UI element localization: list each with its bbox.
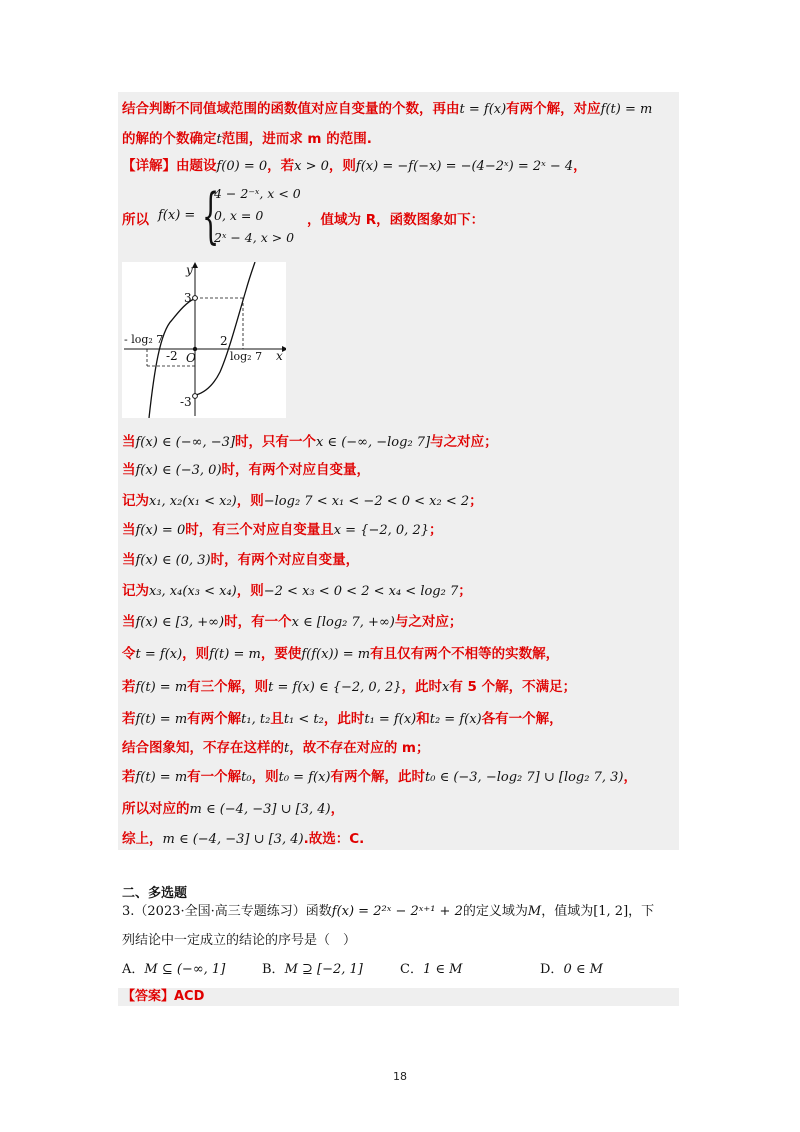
- case-2: 0, x = 0: [214, 208, 264, 223]
- tick-neg3: -3: [180, 395, 192, 409]
- page-number: 18: [393, 1070, 407, 1083]
- point-origin: [193, 347, 197, 351]
- solution-line-10: 记为x₃, x₄(x₃ < x₄)，则−2 < x₃ < 0 < 2 < x₄ < log₂ 7；: [122, 583, 472, 599]
- solution-line-8: 当f(x) = 0时，有三个对应自变量且x = {−2, 0, 2}；: [122, 522, 443, 538]
- tick-neglog27: - log₂ 7: [124, 333, 164, 346]
- option-b[interactable]: B．M ⊇ [−2, 1]: [262, 962, 363, 977]
- y-axis-label: y: [186, 263, 193, 277]
- solution-line-12: 令t = f(x)，则f(t) = m，要使f(f(x)) = m有且仅有两个不相等的实数解，: [122, 646, 560, 662]
- tick-log27: log₂ 7: [230, 350, 263, 363]
- solution-line-18: 综上，m ∈ (−4, −3] ∪ [3, 4).故选：C.: [122, 831, 365, 847]
- open-point-3: [193, 296, 198, 301]
- solution-line-15: 结合图象知，不存在这样的t，故不存在对应的 m；: [122, 740, 430, 756]
- tick-neg2: -2: [166, 349, 178, 363]
- case-1: 4 − 2⁻ˣ, x < 0: [214, 186, 301, 201]
- option-d[interactable]: D．0 ∈ M: [540, 962, 603, 977]
- solution-line-7: 记为x₁, x₂(x₁ < x₂)，则−log₂ 7 < x₁ < −2 < 0 < x₂ < 2；: [122, 493, 483, 509]
- origin-label: O: [186, 351, 196, 365]
- solution-line-11: 当f(x) ∈ [3, +∞)时，有一个x ∈ [log₂ 7, +∞)与之对应；: [122, 614, 463, 630]
- option-c[interactable]: C．1 ∈ M: [400, 962, 463, 977]
- solution-line-14: 若f(t) = m有两个解t₁, t₂且t₁ < t₂，此时t₁ = f(x)和t₂ = f(x)各有一个解，: [122, 711, 563, 727]
- answer-text: 【答案】ACD: [122, 989, 205, 1004]
- solution-line-13: 若f(t) = m有三个解，则t = f(x) ∈ {−2, 0, 2}，此时x有 5 个解，不满足；: [122, 679, 577, 695]
- curve-right: [196, 262, 255, 395]
- solution-line-1: 结合判断不同值域范围的函数值对应自变量的个数，再由t = f(x)有两个解，对应f(t) = m: [122, 101, 653, 117]
- section-title: 二、多选题: [122, 886, 188, 901]
- solution-line-17: 所以对应的m ∈ (−4, −3] ∪ [3, 4)，: [122, 801, 345, 817]
- question-line-1: 3.（2023·全国·高三专题练习）函数f(x) = 2²ˣ − 2ˣ⁺¹ + 2的定义域为M，值域为[1, 2]，下: [122, 904, 655, 919]
- tick-2: 2: [220, 334, 228, 348]
- case-3: 2ˣ − 4, x > 0: [214, 230, 295, 245]
- solution-line-5: 当f(x) ∈ (−∞, −3]时，只有一个x ∈ (−∞, −log₂ 7]与之对应；: [122, 434, 498, 450]
- x-axis-label: x: [276, 349, 283, 363]
- option-a[interactable]: A．M ⊆ (−∞, 1]: [122, 962, 226, 977]
- solution-line-16: 若f(t) = m有一个解t₀，则t₀ = f(x)有两个解，此时t₀ ∈ (−3, −log₂ 7] ∪ [log₂ 7, 3)，: [122, 769, 637, 785]
- function-graph: [122, 262, 286, 418]
- solution-line-6: 当f(x) ∈ (−3, 0)时，有两个对应自变量，: [122, 462, 371, 478]
- solution-line-3: 【详解】由题设f(0) = 0，若x > 0，则f(x) = −f(−x) = −(4−2ˣ) = 2ˣ − 4，: [122, 158, 587, 174]
- open-point-neg3: [193, 394, 198, 399]
- solution-line-9: 当f(x) ∈ (0, 3)时，有两个对应自变量，: [122, 552, 360, 568]
- question-line-2: 列结论中一定成立的结论的序号是（ ）: [122, 933, 357, 948]
- solution-line-2: 的解的个数确定t范围，进而求 m 的范围.: [122, 131, 372, 147]
- piecewise-definition: 所以 f(x) = { 4 − 2⁻ˣ, x < 0 0, x = 0 2ˣ − 4, x > 0 ，值域为 R，函数图象如下：: [122, 181, 485, 251]
- y-axis-arrow: [192, 262, 198, 268]
- tick-3: 3: [184, 291, 192, 305]
